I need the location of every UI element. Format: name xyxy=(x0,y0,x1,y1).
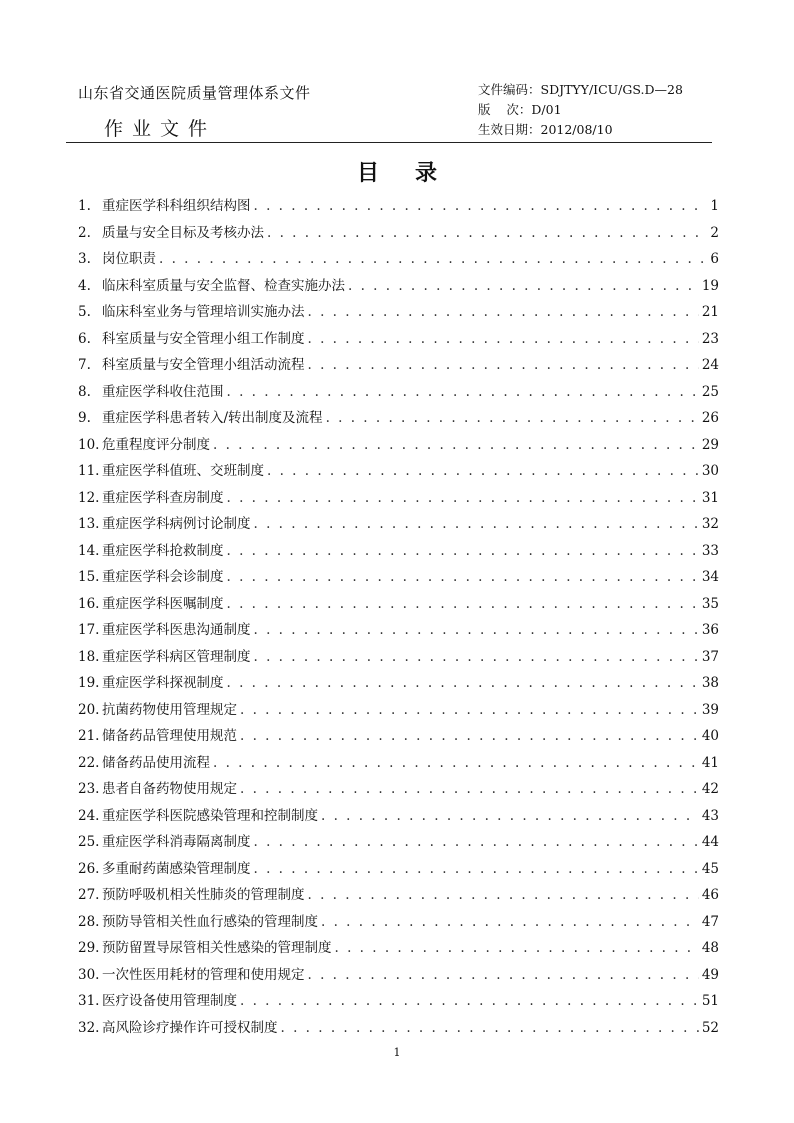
toc-entry-title[interactable]: 患者自备药物使用规定 xyxy=(102,781,237,797)
toc-entry-title[interactable]: 多重耐药菌感染管理制度 xyxy=(102,860,251,877)
toc-entry-page: 6 xyxy=(710,251,719,267)
toc-entry-page: 49 xyxy=(701,966,719,983)
toc-entry-page: 42 xyxy=(701,781,719,797)
toc-entry-page: 34 xyxy=(701,569,719,585)
toc-entry-title[interactable]: 重症医学科查房制度 xyxy=(102,489,224,506)
organization-name: 山东省交通医院质量管理体系文件 xyxy=(78,84,311,102)
toc-entry[interactable] xyxy=(78,406,719,433)
toc-entry-number: 4. xyxy=(78,277,91,294)
toc-entry-page: 26 xyxy=(701,410,719,426)
document-code: 文件编码：SDJTYY/ICU/GS.D—28 xyxy=(478,82,683,97)
toc-dot-leader xyxy=(254,861,699,877)
toc-entry-title[interactable]: 重症医学科抢救制度 xyxy=(102,542,224,559)
toc-entry-title[interactable]: 重症医学科消毒隔离制度 xyxy=(102,834,251,850)
toc-entry-page: 21 xyxy=(701,304,719,320)
toc-dot-leader xyxy=(159,251,707,267)
toc-dot-leader xyxy=(308,357,699,373)
toc-entry-title[interactable]: 重症医学科会诊制度 xyxy=(102,569,224,585)
toc-entry-title[interactable]: 岗位职责 xyxy=(102,251,156,267)
toc-entry-number: 17. xyxy=(78,622,100,638)
toc-entry[interactable] xyxy=(78,353,719,380)
toc-entry-page: 52 xyxy=(701,1019,719,1036)
toc-entry-title[interactable]: 重症医学科医患沟通制度 xyxy=(102,622,251,638)
toc-entry[interactable] xyxy=(78,433,719,460)
toc-entry-title[interactable]: 质量与安全目标及考核办法 xyxy=(102,224,264,241)
toc-entry-number: 8. xyxy=(78,383,91,400)
toc-entry-number: 6. xyxy=(78,330,91,347)
toc-entry-page: 48 xyxy=(701,940,719,956)
toc-entry-number: 20. xyxy=(78,701,100,718)
toc-entry-number: 29. xyxy=(78,940,100,956)
toc-dot-leader xyxy=(227,675,699,691)
toc-entry-title[interactable]: 重症医学科病例讨论制度 xyxy=(102,516,251,532)
toc-entry[interactable] xyxy=(78,459,719,486)
toc-entry-title[interactable]: 预防呼吸机相关性肺炎的管理制度 xyxy=(102,887,305,903)
toc-entry-page: 44 xyxy=(701,834,719,850)
toc-entry[interactable] xyxy=(78,724,719,751)
toc-entry-title[interactable]: 重症医学科医嘱制度 xyxy=(102,595,224,612)
toc-entry[interactable] xyxy=(78,221,719,248)
toc-entry-title[interactable]: 高风险诊疗操作许可授权制度 xyxy=(102,1019,278,1036)
toc-entry[interactable] xyxy=(78,936,719,963)
toc-entry-title[interactable]: 储备药品管理使用规范 xyxy=(102,728,237,744)
toc-dot-leader xyxy=(308,304,699,320)
toc-dot-leader xyxy=(227,543,699,559)
toc-entry-number: 26. xyxy=(78,860,100,877)
toc-entry[interactable] xyxy=(78,857,719,884)
toc-entry-page: 36 xyxy=(701,622,719,638)
document-version: 版 次：D/01 xyxy=(478,102,562,117)
toc-entry-title[interactable]: 重症医学科病区管理制度 xyxy=(102,648,251,665)
document-type: 作业文件 xyxy=(104,118,217,140)
toc-entry-page: 41 xyxy=(701,754,719,771)
toc-entry[interactable] xyxy=(78,671,719,698)
toc-entry-title[interactable]: 预防导管相关性血行感染的管理制度 xyxy=(102,913,318,930)
toc-entry[interactable] xyxy=(78,247,719,274)
toc-entry-page: 33 xyxy=(701,542,719,559)
toc-dot-leader xyxy=(254,649,699,665)
toc-entry-number: 13. xyxy=(78,516,100,532)
toc-entry-page: 46 xyxy=(701,887,719,903)
toc-entry-number: 30. xyxy=(78,966,100,983)
toc-entry-title[interactable]: 危重程度评分制度 xyxy=(102,436,210,453)
toc-entry-number: 27. xyxy=(78,887,100,903)
toc-entry-number: 7. xyxy=(78,357,91,373)
toc-entry-page: 2 xyxy=(710,224,719,241)
toc-entry-page: 31 xyxy=(701,489,719,506)
toc-entry-page: 38 xyxy=(701,675,719,691)
toc-dot-leader xyxy=(240,728,699,744)
toc-entry-title[interactable]: 重症医学科探视制度 xyxy=(102,675,224,691)
header-divider xyxy=(66,142,712,143)
toc-entry-title[interactable]: 临床科室业务与管理培训实施办法 xyxy=(102,304,305,320)
document-meta xyxy=(478,80,683,140)
toc-entry-page: 23 xyxy=(701,330,719,347)
toc-entry[interactable] xyxy=(78,300,719,327)
toc-entry-number: 16. xyxy=(78,595,100,612)
toc-entry-title[interactable]: 重症医学科科组织结构图 xyxy=(102,198,251,214)
toc-entry-page: 32 xyxy=(701,516,719,532)
toc-entry-page: 37 xyxy=(701,648,719,665)
toc-entry[interactable] xyxy=(78,1016,719,1043)
toc-entry-page: 45 xyxy=(701,860,719,877)
toc-entry-page: 47 xyxy=(701,913,719,930)
toc-dot-leader xyxy=(213,755,699,771)
toc-entry-page: 24 xyxy=(701,357,719,373)
toc-entry[interactable] xyxy=(78,486,719,513)
toc-entry-number: 18. xyxy=(78,648,100,665)
toc-entry[interactable] xyxy=(78,327,719,354)
toc-entry-number: 23. xyxy=(78,781,100,797)
toc-entry[interactable] xyxy=(78,751,719,778)
toc-dot-leader xyxy=(227,569,699,585)
toc-dot-leader xyxy=(308,331,699,347)
toc-entry[interactable] xyxy=(78,777,719,804)
toc-entry[interactable] xyxy=(78,804,719,831)
toc-entry-number: 32. xyxy=(78,1019,100,1036)
toc-entry-title[interactable]: 重症医学科收住范围 xyxy=(102,383,224,400)
toc-dot-leader xyxy=(348,278,699,294)
toc-dot-leader xyxy=(254,622,699,638)
toc-dot-leader xyxy=(227,384,699,400)
toc-entry-page: 19 xyxy=(701,277,719,294)
toc-entry-title[interactable]: 临床科室质量与安全监督、检查实施办法 xyxy=(102,277,345,294)
toc-entry[interactable] xyxy=(78,512,719,539)
toc-entry-number: 9. xyxy=(78,410,91,426)
document-header-left xyxy=(78,82,311,103)
toc-entry[interactable] xyxy=(78,883,719,910)
toc-entry-number: 14. xyxy=(78,542,100,559)
toc-entry-number: 22. xyxy=(78,754,100,771)
toc-entry-page: 1 xyxy=(710,198,719,214)
toc-entry[interactable] xyxy=(78,645,719,672)
toc-dot-leader xyxy=(240,702,699,718)
toc-entry-number: 11. xyxy=(78,463,100,479)
page-number: 1 xyxy=(393,1046,401,1059)
toc-entry[interactable] xyxy=(78,565,719,592)
toc-entry-number: 21. xyxy=(78,728,100,744)
toc-entry-number: 5. xyxy=(78,304,91,320)
page-title: 目录 xyxy=(356,161,473,186)
toc-dot-leader xyxy=(213,437,699,453)
toc-entry-title[interactable]: 一次性医用耗材的管理和使用规定 xyxy=(102,966,305,983)
toc-dot-leader xyxy=(308,967,699,983)
toc-entry[interactable] xyxy=(78,618,719,645)
toc-dot-leader xyxy=(308,887,699,903)
toc-entry[interactable] xyxy=(78,989,719,1016)
toc-entry-title[interactable]: 医疗设备使用管理制度 xyxy=(102,993,237,1009)
toc-dot-leader xyxy=(267,463,699,479)
toc-entry-page: 40 xyxy=(701,728,719,744)
toc-entry-page: 51 xyxy=(701,993,719,1009)
toc-entry-page: 39 xyxy=(701,701,719,718)
toc-entry-title[interactable]: 重症医学科值班、交班制度 xyxy=(102,463,264,479)
toc-entry-number: 15. xyxy=(78,569,100,585)
toc-entry-title[interactable]: 科室质量与安全管理小组活动流程 xyxy=(102,357,305,373)
toc-dot-leader xyxy=(240,781,699,797)
toc-dot-leader xyxy=(240,993,699,1009)
toc-entry-title[interactable]: 重症医学科医院感染管理和控制制度 xyxy=(102,807,318,824)
toc-dot-leader xyxy=(227,596,699,612)
toc-entry-number: 12. xyxy=(78,489,100,506)
toc-dot-leader xyxy=(335,940,699,956)
toc-entry-title[interactable]: 预防留置导尿管相关性感染的管理制度 xyxy=(102,940,332,956)
table-of-contents xyxy=(78,194,719,1042)
toc-entry[interactable] xyxy=(78,830,719,857)
toc-entry-number: 28. xyxy=(78,913,100,930)
toc-entry-number: 19. xyxy=(78,675,100,691)
toc-entry-number: 24. xyxy=(78,807,100,824)
toc-entry-page: 25 xyxy=(701,383,719,400)
toc-entry[interactable] xyxy=(78,698,719,725)
toc-entry-number: 10. xyxy=(78,436,100,453)
toc-dot-leader xyxy=(281,1020,699,1036)
toc-entry[interactable] xyxy=(78,592,719,619)
toc-dot-leader xyxy=(321,808,699,824)
toc-dot-leader xyxy=(254,834,699,850)
toc-entry-number: 3. xyxy=(78,251,91,267)
toc-entry[interactable] xyxy=(78,380,719,407)
toc-dot-leader xyxy=(227,490,699,506)
toc-entry[interactable] xyxy=(78,963,719,990)
toc-entry-title[interactable]: 重症医学科患者转入/转出制度及流程 xyxy=(102,410,323,426)
effective-date: 生效日期：2012/08/10 xyxy=(478,122,613,137)
toc-entry-title[interactable]: 储备药品使用流程 xyxy=(102,754,210,771)
toc-entry-page: 30 xyxy=(701,463,719,479)
toc-dot-leader xyxy=(254,516,699,532)
toc-entry-number: 2. xyxy=(78,224,91,241)
toc-dot-leader xyxy=(267,225,707,241)
toc-entry-number: 31. xyxy=(78,993,100,1009)
toc-dot-leader xyxy=(254,198,708,214)
toc-entry[interactable] xyxy=(78,194,719,221)
toc-dot-leader xyxy=(321,914,699,930)
toc-entry-number: 25. xyxy=(78,834,100,850)
toc-entry-number: 1. xyxy=(78,198,91,214)
toc-entry-page: 29 xyxy=(701,436,719,453)
toc-entry-title[interactable]: 抗菌药物使用管理规定 xyxy=(102,701,237,718)
toc-entry-page: 35 xyxy=(701,595,719,612)
toc-entry-page: 43 xyxy=(701,807,719,824)
toc-entry[interactable] xyxy=(78,539,719,566)
toc-entry[interactable] xyxy=(78,910,719,937)
toc-entry-title[interactable]: 科室质量与安全管理小组工作制度 xyxy=(102,330,305,347)
toc-entry[interactable] xyxy=(78,274,719,301)
toc-dot-leader xyxy=(326,410,699,426)
